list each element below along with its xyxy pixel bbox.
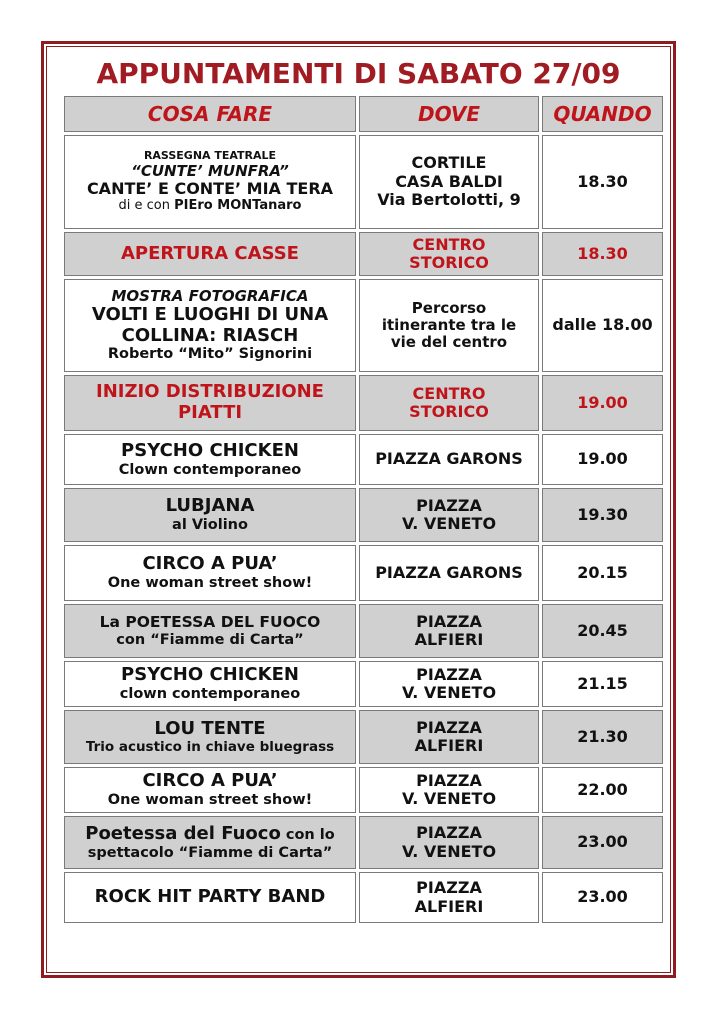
time-cell: dalle 18.00 (542, 279, 663, 372)
location-line: PIAZZA (416, 495, 482, 515)
time-cell: 19.30 (542, 488, 663, 542)
time-cell: 20.45 (542, 604, 663, 658)
location-cell (359, 661, 539, 707)
event-title: LOU TENTE (154, 717, 266, 739)
event-cell (64, 279, 356, 372)
event-subtitle: clown contemporaneo (119, 686, 301, 702)
event-title: CANTE’ E CONTE’ MIA TERA (86, 179, 334, 199)
event-cell (64, 604, 356, 658)
event-title: CIRCO A PUA’ (142, 553, 278, 575)
event-credit: Roberto “Mito” Signorini (107, 346, 313, 363)
location-cell (359, 434, 539, 485)
location-line: V. VENETO (401, 789, 497, 808)
location-cell (359, 710, 539, 764)
event-title-main: Poetessa del Fuoco (85, 822, 281, 844)
event-title: CIRCO A PUA’ (142, 770, 278, 792)
location-line: PIAZZA GARONS (375, 449, 523, 469)
location-cell (359, 488, 539, 542)
event-cell (64, 767, 356, 813)
event-subtitle: al Violino (172, 517, 248, 533)
event-subtitle: One woman street show! (107, 792, 313, 808)
time-cell: 21.30 (542, 710, 663, 764)
location-line: itinerante tra le (381, 315, 517, 334)
time-cell: 19.00 (542, 434, 663, 485)
location-line: PIAZZA (416, 770, 482, 790)
time-cell: 23.00 (542, 872, 663, 923)
table-row (64, 710, 663, 764)
location-cell (359, 545, 539, 601)
table-row (64, 434, 663, 485)
event-title: COLLINA: RIASCH (121, 324, 299, 346)
event-cell (64, 661, 356, 707)
location-line: V. VENETO (401, 514, 497, 533)
event-title: PSYCHO CHICKEN (121, 664, 299, 686)
location-cell (359, 816, 539, 869)
event-subtitle: spettacolo “Fiamme di Carta” (87, 844, 333, 861)
event-cell (64, 375, 356, 431)
location-line: Via Bertolotti, 9 (377, 190, 521, 210)
event-title: PIATTI (177, 402, 243, 423)
location-line: PIAZZA (416, 717, 482, 737)
table-row (64, 232, 663, 276)
event-subtitle: One woman street show! (107, 575, 313, 591)
table-row (64, 545, 663, 601)
location-line: PIAZZA (416, 611, 482, 631)
table-row (64, 816, 663, 869)
event-cell: APERTURA CASSE (64, 232, 356, 276)
location-cell (359, 135, 539, 229)
time-cell: 22.00 (542, 767, 663, 813)
header-when: QUANDO (542, 96, 663, 132)
table-row (64, 604, 663, 658)
schedule-table (61, 93, 666, 926)
location-line: STORICO (409, 402, 489, 421)
event-title: LUBJANA (165, 495, 255, 517)
location-line: V. VENETO (401, 841, 497, 861)
event-cell (64, 545, 356, 601)
table-row (64, 872, 663, 923)
time-cell: 18.30 (542, 135, 663, 229)
location-cell (359, 232, 539, 276)
location-line: STORICO (409, 253, 489, 272)
event-category: MOSTRA FOTOGRAFICA (111, 286, 309, 305)
header-what: COSA FARE (64, 96, 356, 132)
event-cell (64, 816, 356, 869)
location-line: ALFIERI (414, 896, 484, 916)
event-title-suffix: con lo (280, 826, 335, 843)
event-cell (64, 488, 356, 542)
location-line: CENTRO (412, 234, 486, 254)
location-line: vie del centro (390, 333, 508, 352)
event-credit (69, 199, 351, 214)
table-row (64, 767, 663, 813)
table-row (64, 375, 663, 431)
event-title: INIZIO DISTRIBUZIONE (96, 381, 324, 403)
event-category: RASSEGNA TEATRALE (143, 149, 277, 163)
event-credit-prefix: di e con (118, 197, 175, 213)
location-line: PIAZZA GARONS (375, 562, 523, 582)
event-title: PSYCHO CHICKEN (121, 439, 299, 461)
event-subtitle: “CUNTE’ MUNFRA” (131, 162, 289, 181)
location-line: PIAZZA (416, 664, 482, 684)
table-row (64, 488, 663, 542)
location-cell (359, 604, 539, 658)
location-cell (359, 872, 539, 923)
event-cell: ROCK HIT PARTY BAND (64, 872, 356, 923)
location-line: V. VENETO (401, 683, 497, 702)
time-cell: 23.00 (542, 816, 663, 869)
time-cell: 19.00 (542, 375, 663, 431)
time-cell: 20.15 (542, 545, 663, 601)
location-line: ALFIERI (414, 630, 484, 649)
table-row (64, 661, 663, 707)
location-line: Percorso (411, 298, 487, 317)
event-cell (64, 710, 356, 764)
table-row (64, 279, 663, 372)
location-line: PIAZZA (416, 878, 482, 898)
location-line: CORTILE (411, 153, 487, 173)
event-subtitle: con “Fiamme di Carta” (116, 631, 304, 648)
location-line: CASA BALDI (395, 171, 503, 191)
time-cell: 21.15 (542, 661, 663, 707)
location-line: CENTRO (412, 383, 486, 403)
page-title: APPUNTAMENTI DI SABATO 27/09 (96, 57, 621, 90)
location-cell (359, 279, 539, 372)
location-line: PIAZZA (416, 823, 482, 843)
location-cell (359, 375, 539, 431)
event-cell (64, 135, 356, 229)
table-header-row (64, 96, 663, 132)
location-line: ALFIERI (414, 736, 484, 755)
table-row (64, 135, 663, 229)
event-title: La POETESSA DEL FUOCO (99, 612, 321, 631)
event-subtitle: Trio acustico in chiave bluegrass (85, 738, 335, 755)
event-title (69, 824, 351, 845)
time-cell: 18.30 (542, 232, 663, 276)
event-credit-name: PIEro MONTanaro (174, 197, 302, 213)
event-title: VOLTI E LUOGHI DI UNA (91, 304, 329, 326)
event-subtitle: Clown contemporaneo (118, 461, 302, 478)
header-where: DOVE (359, 96, 539, 132)
event-cell (64, 434, 356, 485)
location-cell (359, 767, 539, 813)
